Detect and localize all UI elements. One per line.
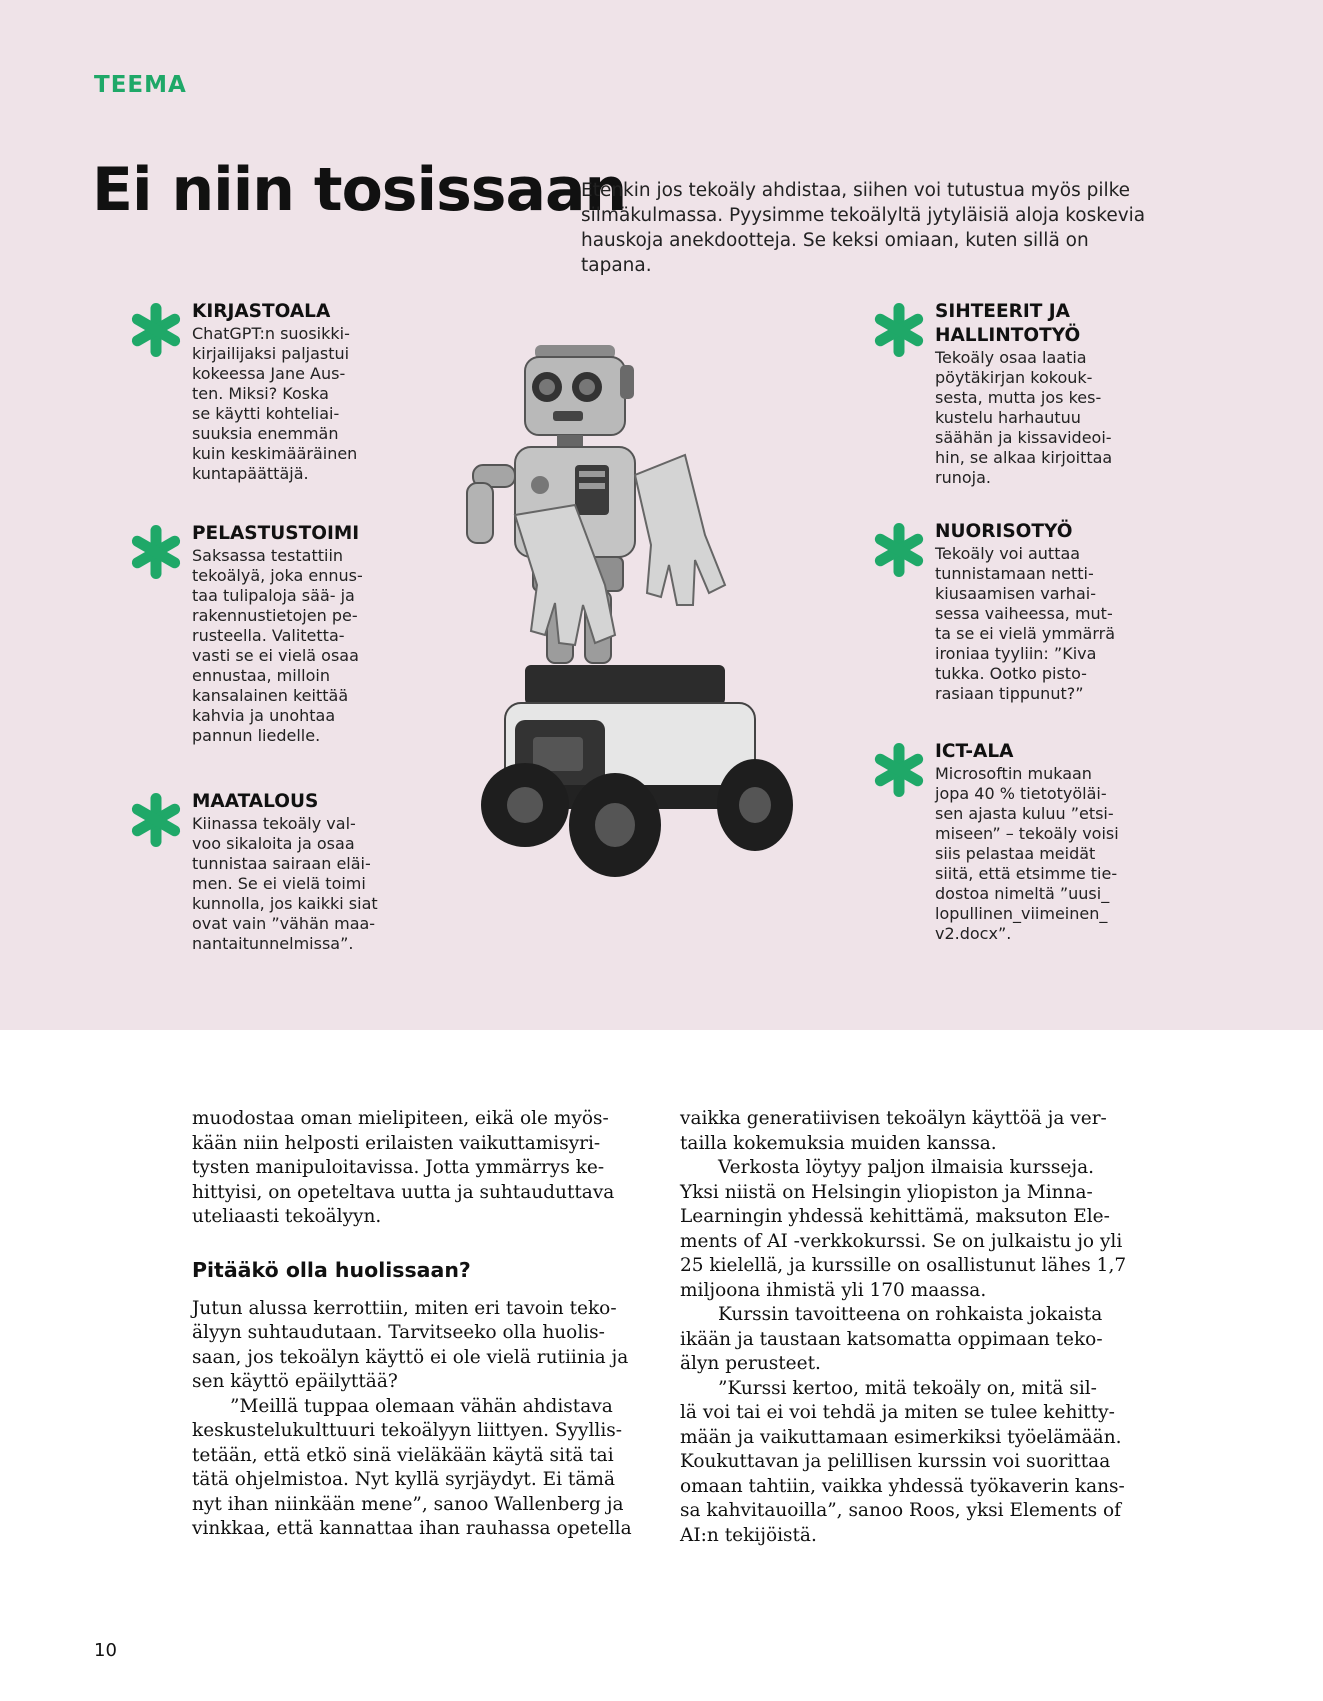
- asterisk-icon: [126, 790, 186, 850]
- tile-heading: KIRJASTOALA: [192, 301, 331, 322]
- paragraph: muodostaa oman mielipiteen, eikä ole myös- kään niin helposti erilaisten vaikuttamisyri- tysten manipuloitavissa. Jotta ymmärrys ke- hittyisi, on opeteltava uutta ja suhtauduttava uteliaasti tekoälyyn.: [192, 1108, 615, 1227]
- article-column-2: [680, 1107, 1128, 1548]
- page-number: 10: [94, 1640, 117, 1661]
- tile-text: ChatGPT:n suosikki- kirjailijaksi paljastui kokeessa Jane Aus- ten. Miksi? Koska se käytti kohteliai- suuksia enemmän kuin keskimääräinen kuntapäättäjä.: [192, 324, 358, 483]
- tile-text: Kiinassa tekoäly val- voo sikaloita ja osaa tunnistaa sairaan eläi- men. Se ei vielä toimi kunnolla, jos kaikki siat ovat vain ”vähän maa- nantaitunnelmissa”.: [192, 814, 378, 953]
- robot-illustration: [455, 335, 835, 895]
- asterisk-icon: [126, 300, 186, 360]
- subheading: Pitääkö olla huolissaan?: [192, 1257, 471, 1282]
- paragraph: Verkosta löytyy paljon ilmaisia kursseja. Yksi niistä on Helsingin yliopiston ja Minna- Learningin yhdessä kehittämä, maksuton Ele- ments of AI -verkkokurssi. Se on julkaistu jo yli 25 kielellä, ja kurssille on osallistunut lähes 1,7 miljoona ihmistä yli 170 maassa.: [680, 1157, 1127, 1301]
- tile-text: Microsoftin mukaan jopa 40 % tietotyöläi- sen ajasta kuluu ”etsi- miseen” – tekoäly voisi siis pelastaa meidät siitä, että etsimme tie- dostoa nimeltä ”uusi_ lopullinen_viimeinen_ v2.docx”.: [935, 764, 1119, 943]
- lead-paragraph: Etenkin jos tekoäly ahdistaa, siihen voi tutustua myös pilke silmäkulmassa. Pyysimme tekoälyltä jytyläisiä aloja koskevia hauskoja anekdootteja. Se keksi omiaan, kuten sillä on tapana.: [581, 180, 1146, 276]
- tile-text: Tekoäly osaa laatia pöytäkirjan kokouk- sesta, mutta jos kes- kustelu harhautuu säähän ja kissavideoi- hin, se alkaa kirjoittaa runoja.: [935, 348, 1113, 487]
- paragraph: ”Kurssi kertoo, mitä tekoäly on, mitä sil- lä voi tai ei voi tehdä ja miten se tulee kehitty- mään ja vaikuttamaan esimerkiksi työelämään. Koukuttavan ja pelillisen kurssin voi suorittaa omaan tahtiin, vaikka yhdessä työkaverin kans- sa kahvitauoilla”, sanoo Roos, yksi Elements of AI:n tekijöistä.: [680, 1377, 1125, 1546]
- paragraph: Kurssin tavoitteena on rohkaista jokaista ikään ja taustaan katsomatta oppimaan teko- älyn perusteet.: [680, 1304, 1103, 1374]
- tile-heading: SIHTEERIT JA HALLINTOTYÖ: [935, 301, 1081, 346]
- tile-heading: ICT-ALA: [935, 741, 1014, 762]
- asterisk-icon: [869, 520, 929, 580]
- asterisk-icon: [126, 522, 186, 582]
- paragraph: ”Meillä tuppaa olemaan vähän ahdistava keskustelukulttuuri tekoälyyn liittyen. Syyllis- tetään, että etkö sinä vieläkään käytä sitä tai tätä ohjelmistoa. Nyt kyllä syrjäydyt. Ei tämä nyt ihan niinkään mene”, sanoo Wallenberg ja vinkkaa, että kannattaa ihan rauhassa opetella: [192, 1395, 632, 1539]
- section-label: TEEMA: [94, 72, 187, 98]
- paragraph: vaikka generatiivisen tekoälyn käyttöä ja ver- tailla kokemuksia muiden kanssa.: [680, 1108, 1107, 1154]
- asterisk-icon: [869, 740, 929, 800]
- tile-heading: MAATALOUS: [192, 791, 319, 812]
- tile-heading: NUORISOTYÖ: [935, 521, 1073, 542]
- paragraph: Jutun alussa kerrottiin, miten eri tavoin teko- älyyn suhtaudutaan. Tarvitseeko olla huolis- saan, jos tekoälyn käyttö ei ole vielä rutiinia ja sen käyttö epäilyttää?: [192, 1297, 629, 1392]
- tile-text: Saksassa testattiin tekoälyä, joka ennus- taa tulipaloja sää- ja rakennustietojen pe- rusteella. Valitetta- vasti se ei vielä osaa ennustaa, milloin kansalainen keittää kahvia ja unohtaa pannun liedelle.: [192, 546, 363, 745]
- article-column-1: [192, 1107, 640, 1542]
- asterisk-icon: [869, 300, 929, 360]
- robot-arm-left: [467, 465, 515, 543]
- tile-heading: PELASTUSTOIMI: [192, 523, 360, 544]
- tile-text: Tekoäly voi auttaa tunnistamaan netti- kiusaamisen varhai- sessa vaiheessa, mut- ta se ei vielä ymmärrä ironiaa tyyliin: ”Kiva tukka. Ootko pisto- rasiaan tippunut?”: [935, 544, 1116, 703]
- robot-head: [525, 345, 634, 435]
- page-title: Ei niin tosissaan: [92, 155, 627, 225]
